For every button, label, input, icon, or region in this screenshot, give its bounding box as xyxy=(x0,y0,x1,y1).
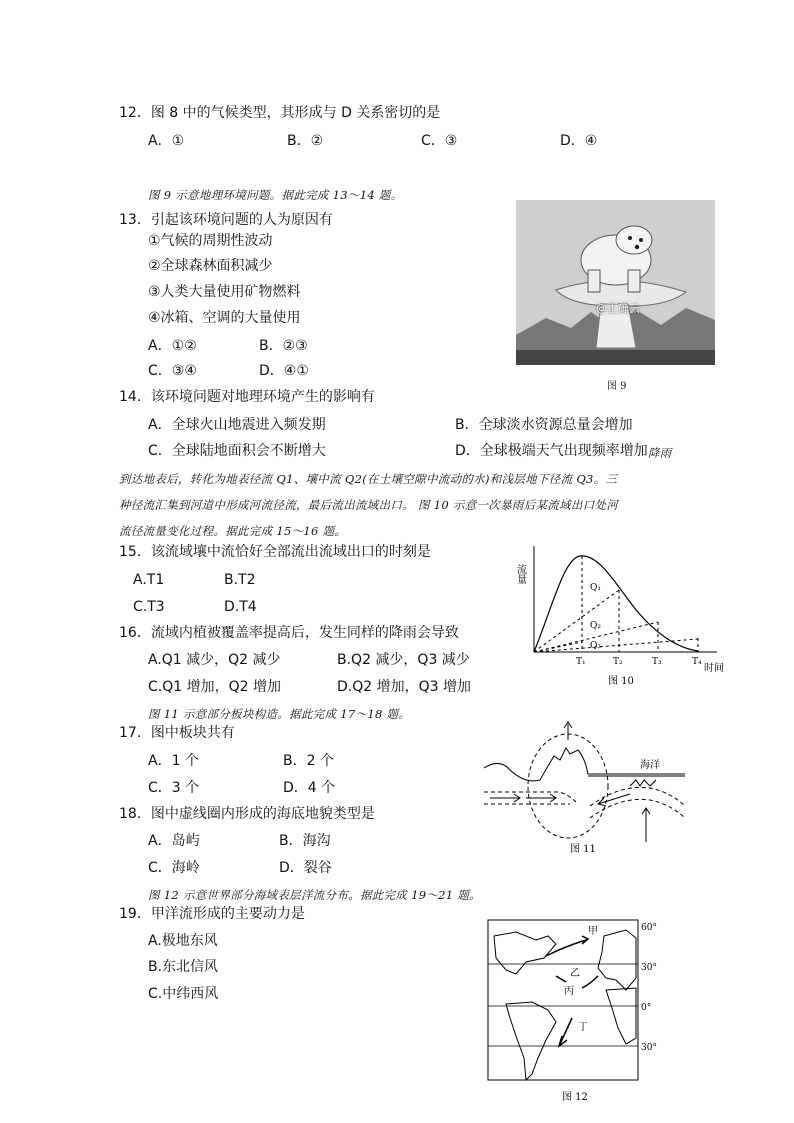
figure-10-caption: 图 10 xyxy=(608,676,634,687)
option-c[interactable]: C．③ xyxy=(421,133,458,149)
figure-10-hydrograph xyxy=(512,538,732,688)
statement-3: ③人类大量使用矿物燃料 xyxy=(148,284,301,300)
question-12-stem: 12．图 8 中的气候类型，其形成与 D 关系密切的是 xyxy=(119,105,441,121)
intro-15-16-start: 降雨 xyxy=(648,446,672,460)
x-axis-label: 时间 xyxy=(704,663,724,674)
question-15-stem: 15．该流域壤中流恰好全部流出流域出口的时刻是 xyxy=(119,544,431,560)
q2-label: Q₂ xyxy=(590,621,601,631)
option-d[interactable]: D.T4 xyxy=(224,599,257,615)
label-jia: 甲 xyxy=(588,926,598,937)
option-c[interactable]: C．全球陆地面积会不断增大 xyxy=(148,443,326,459)
lat-30n: 30° xyxy=(641,963,657,973)
t3-label: T₃ xyxy=(652,657,662,667)
q3-label: Q₃ xyxy=(590,641,601,651)
option-b[interactable]: B．全球淡水资源总量会增加 xyxy=(455,417,633,433)
option-b[interactable]: B.T2 xyxy=(224,572,256,588)
option-c[interactable]: C.T3 xyxy=(133,599,165,615)
t2-label: T₂ xyxy=(613,657,623,667)
statement-2: ②全球森林面积减少 xyxy=(148,258,273,274)
question-19-stem: 19．甲洋流形成的主要动力是 xyxy=(119,906,305,922)
option-c[interactable]: C．③④ xyxy=(148,363,197,379)
option-b[interactable]: B．2 个 xyxy=(283,753,334,769)
option-a[interactable]: A．全球火山地震进入频发期 xyxy=(148,417,326,433)
t1-label: T₁ xyxy=(576,657,586,667)
label-ding: 丁 xyxy=(578,1022,588,1033)
option-a[interactable]: A．1 个 xyxy=(148,753,199,769)
figure-12-caption: 图 12 xyxy=(562,1092,588,1103)
label-yi: 乙 xyxy=(570,968,580,979)
lat-60n: 60° xyxy=(641,923,657,933)
option-a[interactable]: A.极地东风 xyxy=(148,933,218,949)
option-d[interactable]: D．裂谷 xyxy=(279,860,332,876)
option-b[interactable]: B．② xyxy=(287,133,324,149)
intro-15-16-line2: 到达地表后，转化为地表径流 Q1、壤中流 Q2(在土壤空隙中流动的水)和浅层地下径流 Q3。三 xyxy=(119,472,618,486)
option-b[interactable]: B.Q2 减少，Q3 减少 xyxy=(337,652,470,668)
figure-12-ocean-currents-map xyxy=(486,918,666,1108)
option-a[interactable]: A．① xyxy=(148,133,185,149)
figure-11-caption: 图 11 xyxy=(570,844,596,855)
option-c[interactable]: C．3 个 xyxy=(148,780,200,796)
figure-9-polar-bear xyxy=(516,200,715,365)
option-d[interactable]: D．全球极端天气出现频率增加 xyxy=(455,443,648,459)
intro-17-18: 图 11 示意部分板块构造。据此完成 17～18 题。 xyxy=(148,707,411,721)
y-axis-label: 流量 xyxy=(514,564,526,584)
question-17-stem: 17．图中板块共有 xyxy=(119,725,235,741)
intro-19-21: 图 12 示意世界部分海域表层洋流分布。据此完成 19～21 题。 xyxy=(148,888,481,902)
question-13-stem: 13．引起该环境问题的人为原因有 xyxy=(119,212,333,228)
label-bing: 丙 xyxy=(564,986,574,997)
intro-15-16-line3: 种径流汇集到河道中形成河流径流，最后流出流域出口。 图 10 示意一次暴雨后某流域出口处河 xyxy=(119,498,619,512)
question-14-stem: 14．该环境问题对地理环境产生的影响有 xyxy=(119,389,375,405)
statement-4: ④冰箱、空调的大量使用 xyxy=(148,310,301,326)
option-d[interactable]: D.Q2 增加，Q3 增加 xyxy=(337,679,471,695)
option-c[interactable]: C.Q1 增加，Q2 增加 xyxy=(148,679,281,695)
option-a[interactable]: A．岛屿 xyxy=(148,833,200,849)
intro-15-16-line4: 流径流量变化过程。据此完成 15～16 题。 xyxy=(119,524,347,538)
option-d[interactable]: D．4 个 xyxy=(283,780,336,796)
option-a[interactable]: A.Q1 减少，Q2 减少 xyxy=(148,652,281,668)
option-a[interactable]: A.T1 xyxy=(133,572,165,588)
intro-13-14: 图 9 示意地理环境问题。据此完成 13～14 题。 xyxy=(148,188,403,202)
option-c[interactable]: C．海岭 xyxy=(148,860,200,876)
question-16-stem: 16．流域内植被覆盖率提高后，发生同样的降雨会导致 xyxy=(119,625,459,641)
option-b[interactable]: B．海沟 xyxy=(279,833,331,849)
t4-label: T₄ xyxy=(692,657,702,667)
ocean-label: 海洋 xyxy=(640,760,660,771)
lat-30s: 30° xyxy=(641,1043,657,1053)
option-a[interactable]: A．①② xyxy=(148,338,197,354)
question-18-stem: 18．图中虚线圈内形成的海底地貌类型是 xyxy=(119,806,375,822)
figure-11-plate-tectonics xyxy=(480,718,690,858)
option-c[interactable]: C.中纬西风 xyxy=(148,986,219,1002)
figure-9-caption: 图 9 xyxy=(607,381,627,392)
q1-label: Q₁ xyxy=(590,583,601,593)
option-d[interactable]: D．④ xyxy=(560,133,598,149)
statement-1: ①气候的周期性波动 xyxy=(148,233,273,249)
watermark: @正确云 xyxy=(596,302,640,315)
lat-0: 0° xyxy=(641,1003,652,1013)
option-b[interactable]: B.东北信风 xyxy=(148,959,219,975)
option-b[interactable]: B．②③ xyxy=(259,338,308,354)
option-d[interactable]: D．④① xyxy=(259,363,309,379)
